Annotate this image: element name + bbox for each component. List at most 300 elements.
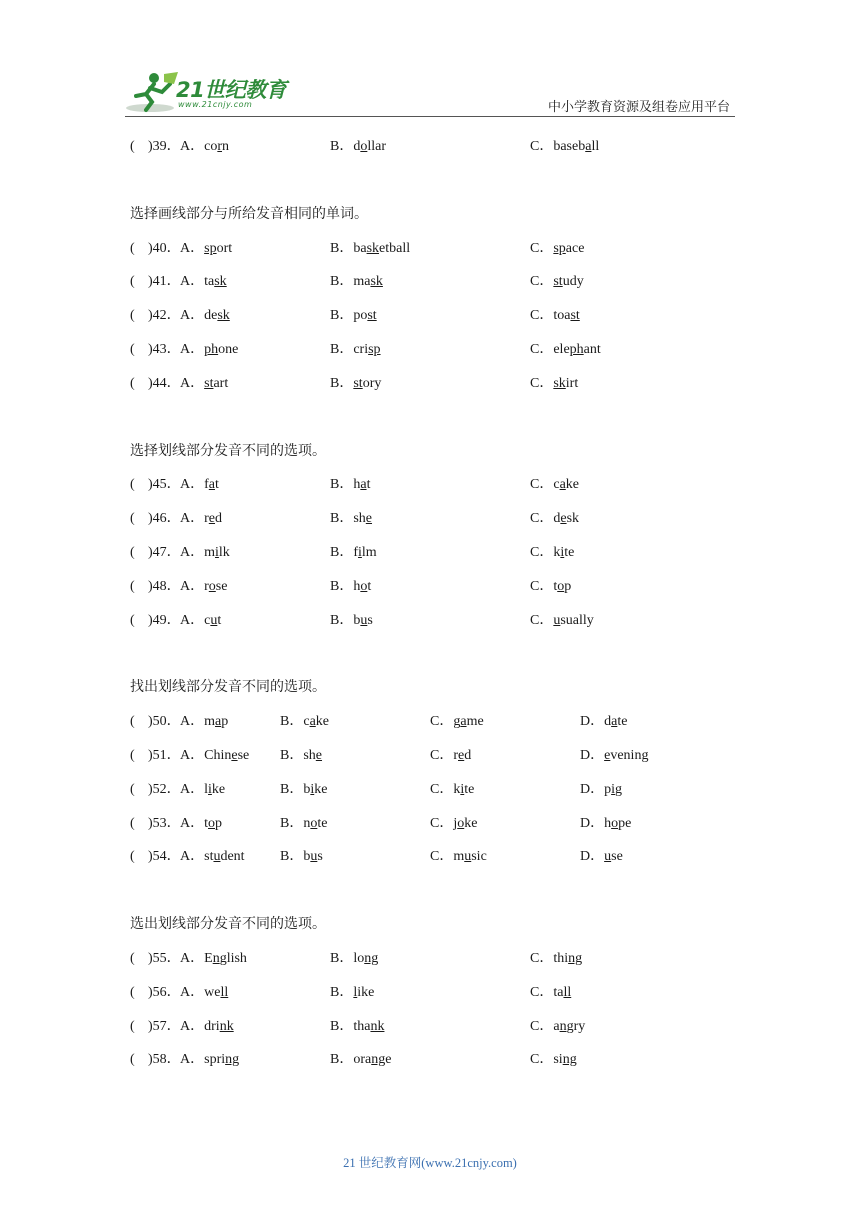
option	[330, 265, 383, 299]
option	[330, 536, 377, 570]
underlined-letters: sk	[553, 375, 566, 391]
section-spacer	[130, 874, 740, 908]
option-word	[553, 579, 571, 594]
option-word	[604, 714, 627, 729]
option-word	[553, 376, 578, 391]
runner-logo-icon	[124, 70, 180, 114]
option-word	[353, 376, 381, 391]
option	[530, 942, 582, 976]
question-row	[130, 807, 740, 841]
option	[280, 773, 327, 807]
option	[530, 130, 599, 164]
option-letter: A．	[180, 612, 205, 628]
option-letter: B．	[330, 375, 354, 391]
option-word	[204, 274, 227, 289]
word-part: p	[604, 781, 612, 797]
word-part: st	[204, 849, 214, 865]
answer-blank[interactable]: (	[130, 341, 135, 357]
option	[430, 739, 471, 773]
word-part: t	[366, 477, 371, 493]
option-word	[353, 274, 383, 289]
word-part: ke	[314, 781, 328, 797]
option	[280, 705, 329, 739]
answer-blank[interactable]: (	[130, 1052, 135, 1068]
question-number: )51．	[148, 747, 181, 763]
underlined-letters: sp	[368, 341, 381, 357]
question-row	[130, 333, 740, 367]
option-word	[204, 816, 222, 831]
question-row	[130, 604, 740, 638]
word-part: n	[303, 815, 311, 831]
option	[330, 570, 371, 604]
underlined-letters: ph	[204, 341, 219, 357]
underlined-letters: o	[208, 815, 216, 831]
option-word	[553, 477, 579, 492]
option	[330, 942, 378, 976]
word-part: ke	[565, 477, 579, 493]
underlined-letters: i	[611, 781, 616, 797]
underlined-letters: st	[353, 375, 363, 391]
option	[580, 840, 623, 874]
option	[330, 232, 410, 266]
answer-blank[interactable]: (	[130, 308, 135, 324]
option-letter: B．	[280, 781, 304, 797]
option-letter: C．	[530, 341, 554, 357]
option-word	[353, 308, 376, 323]
word-part: n	[222, 139, 230, 154]
word-part: dri	[204, 1018, 220, 1034]
word-part: cri	[353, 341, 369, 357]
option	[430, 840, 487, 874]
option	[530, 299, 580, 333]
question-number: )44．	[148, 375, 181, 391]
option	[530, 502, 579, 536]
option	[530, 536, 574, 570]
answer-blank[interactable]: (	[130, 849, 135, 865]
option	[330, 468, 370, 502]
underlined-letters: i	[560, 544, 565, 560]
underlined-letters: sk	[217, 308, 230, 324]
word-part: j	[453, 815, 458, 831]
option	[530, 265, 584, 299]
option-word	[204, 782, 225, 797]
word-part: ke	[211, 781, 226, 797]
option	[180, 739, 249, 773]
question-number: )39．	[148, 139, 181, 154]
answer-blank[interactable]: (	[130, 815, 135, 831]
option-word	[553, 274, 583, 289]
word-part: te	[564, 544, 575, 560]
option-word	[604, 849, 623, 864]
option-letter: A．	[180, 511, 205, 527]
option-letter: B．	[330, 341, 354, 357]
option-word	[353, 579, 371, 594]
option-letter: C．	[530, 511, 554, 527]
option-word	[353, 545, 376, 560]
word-part: te	[617, 714, 628, 730]
question-number: )56．	[148, 984, 181, 1000]
question-number: )48．	[148, 578, 181, 594]
option-word	[604, 782, 622, 797]
word-part: f	[353, 544, 359, 560]
underlined-letters: n	[559, 1018, 567, 1034]
option	[580, 807, 631, 841]
option-letter: B．	[330, 950, 354, 966]
word-part: ace	[565, 240, 585, 256]
option-letter: B．	[280, 815, 304, 831]
option-letter: C．	[530, 612, 554, 628]
word-part: pe	[618, 815, 632, 831]
word-part: d	[215, 511, 223, 527]
question-row	[130, 299, 740, 333]
word-part: r	[453, 747, 459, 763]
option-letter: B．	[330, 1052, 354, 1068]
option-letter: A．	[180, 950, 205, 966]
underlined-letters: st	[204, 375, 214, 391]
underlined-letters: u	[553, 612, 561, 628]
option-word	[204, 714, 228, 729]
option-word	[553, 139, 599, 154]
option-letter: A．	[180, 815, 205, 831]
word-part: ant	[583, 341, 601, 357]
word-part: vening	[610, 747, 649, 763]
word-part: lo	[353, 950, 365, 966]
option	[430, 807, 477, 841]
option	[180, 942, 247, 976]
option-word	[353, 951, 378, 966]
option-letter: C．	[530, 544, 554, 560]
underlined-letters: nk	[370, 1018, 385, 1034]
option-letter: C．	[530, 1018, 554, 1034]
underlined-letters: l	[353, 984, 358, 1000]
word-part: s	[367, 612, 373, 628]
word-part: ike	[357, 984, 375, 1000]
underlined-letters: i	[358, 544, 362, 560]
option	[180, 807, 222, 841]
question-row	[130, 367, 740, 401]
underlined-letters: u	[310, 849, 318, 865]
logo-url: www.21cnjy.com	[178, 100, 253, 109]
option	[580, 705, 627, 739]
underlined-letters: a	[585, 139, 592, 154]
option	[530, 232, 584, 266]
question-number: )50．	[148, 714, 181, 730]
underlined-letters: r	[217, 139, 223, 154]
answer-blank[interactable]: (	[130, 544, 135, 560]
option-word	[204, 139, 229, 154]
answer-blank[interactable]: (	[130, 781, 135, 797]
question-row	[130, 840, 740, 874]
option-word	[553, 342, 600, 357]
word-part: Chin	[204, 747, 232, 763]
answer-blank[interactable]: (	[130, 274, 135, 290]
answer-blank[interactable]: (	[130, 578, 135, 594]
word-part: lm	[361, 544, 377, 560]
word-part: glish	[219, 950, 247, 966]
option-word	[303, 816, 327, 831]
question-number: )43．	[148, 341, 181, 357]
option	[280, 739, 322, 773]
underlined-letters: a	[309, 714, 316, 730]
option-letter: C．	[530, 139, 554, 154]
option-word	[204, 951, 247, 966]
word-part: sic	[471, 849, 487, 865]
answer-blank[interactable]: (	[130, 139, 135, 154]
answer-blank[interactable]: (	[130, 375, 135, 391]
word-part: t	[367, 578, 372, 594]
question-row	[130, 232, 740, 266]
option-letter: A．	[180, 240, 205, 256]
word-part: ma	[353, 274, 371, 290]
underlined-letters: o	[611, 815, 619, 831]
option	[180, 232, 232, 266]
section-instruction: 找出划线部分发音不同的选项。	[130, 680, 326, 696]
question-number: )45．	[148, 477, 181, 493]
option	[180, 299, 230, 333]
option	[180, 570, 227, 604]
question-number: )57．	[148, 1018, 181, 1034]
word-part: baseb	[553, 139, 586, 154]
option-word	[204, 748, 249, 763]
option	[330, 502, 372, 536]
option-letter: B．	[330, 308, 354, 324]
question-row	[130, 976, 740, 1010]
question-number: )58．	[148, 1052, 181, 1068]
option	[180, 333, 238, 367]
option-word	[204, 1052, 239, 1067]
option	[330, 976, 374, 1010]
option	[330, 299, 377, 333]
section-instruction: 选择画线部分与所给发音相同的单词。	[130, 206, 368, 222]
option	[180, 265, 227, 299]
option-word	[303, 849, 322, 864]
answer-blank[interactable]: (	[130, 477, 135, 493]
option-letter: C．	[430, 781, 454, 797]
option-letter: A．	[180, 578, 205, 594]
option-letter: B．	[330, 612, 354, 628]
underlined-letters: u	[213, 849, 221, 865]
question-number: )55．	[148, 950, 181, 966]
word-part: t	[553, 578, 558, 594]
word-part: m	[453, 849, 465, 865]
option	[530, 1010, 585, 1044]
underlined-letters: e	[458, 747, 465, 763]
option-letter: C．	[530, 375, 554, 391]
word-part: b	[303, 849, 311, 865]
underlined-letters: sk	[370, 274, 383, 290]
underlined-letters: u	[464, 849, 472, 865]
word-part: d	[553, 511, 561, 527]
question-number: )49．	[148, 612, 181, 628]
underlined-letters: i	[215, 544, 219, 560]
option-word	[553, 241, 584, 256]
word-part: f	[204, 477, 209, 493]
word-part: d	[353, 139, 361, 154]
option-word	[303, 748, 322, 763]
option	[530, 1043, 577, 1077]
header-platform-title: 中小学教育资源及组卷应用平台	[547, 99, 730, 114]
option-word	[353, 511, 372, 526]
option-letter: B．	[330, 1018, 354, 1034]
option-letter: A．	[180, 477, 205, 493]
question-row	[130, 130, 740, 164]
question-number: )52．	[148, 781, 181, 797]
word-part: g	[615, 781, 623, 797]
option	[180, 502, 222, 536]
word-part: one	[218, 341, 239, 357]
option-word	[204, 545, 230, 560]
question-row	[130, 773, 740, 807]
word-part: dent	[220, 849, 245, 865]
question-row	[130, 570, 740, 604]
header-divider	[125, 116, 735, 117]
section-spacer	[130, 401, 740, 435]
word-part: ta	[553, 984, 564, 1000]
option-letter: A．	[180, 781, 205, 797]
option	[280, 807, 327, 841]
option-word	[303, 782, 327, 797]
option-letter: B．	[330, 477, 354, 493]
option-word	[353, 985, 374, 1000]
option-letter: A．	[180, 274, 205, 290]
option-letter: C．	[530, 950, 554, 966]
word-part: ora	[353, 1052, 372, 1068]
option-letter: B．	[330, 544, 354, 560]
word-part: h	[353, 578, 361, 594]
word-part: ll	[591, 139, 600, 154]
option-word	[353, 477, 370, 492]
question-row	[130, 468, 740, 502]
word-part: d	[604, 714, 612, 730]
word-part: r	[204, 578, 209, 594]
section-spacer	[130, 637, 740, 671]
question-number: )47．	[148, 544, 181, 560]
word-part: si	[553, 1052, 563, 1068]
option	[430, 705, 484, 739]
option-letter: C．	[530, 477, 554, 493]
word-part: llar	[367, 139, 386, 154]
question-row	[130, 942, 740, 976]
option	[330, 367, 381, 401]
option-letter: B．	[280, 747, 304, 763]
question-number: )53．	[148, 815, 181, 831]
option-letter: A．	[180, 714, 205, 730]
option-letter: A．	[180, 1052, 205, 1068]
option-word	[303, 714, 329, 729]
option-letter: B．	[330, 578, 354, 594]
answer-blank[interactable]: (	[130, 240, 135, 256]
option-word	[204, 241, 232, 256]
section-spacer	[130, 164, 740, 198]
word-part: udy	[562, 274, 584, 290]
option	[580, 739, 648, 773]
option-word	[553, 545, 574, 560]
option	[330, 130, 386, 164]
question-row	[130, 1010, 740, 1044]
word-part: p	[564, 578, 572, 594]
word-part: thi	[553, 950, 569, 966]
option-letter: A．	[180, 341, 205, 357]
word-part: p	[221, 714, 229, 730]
section-instruction: 选出划线部分发音不同的选项。	[130, 917, 326, 933]
option-word	[353, 1052, 391, 1067]
option-word	[553, 613, 593, 628]
word-part: de	[204, 308, 218, 324]
option-word	[553, 985, 571, 1000]
option-letter: C．	[430, 747, 454, 763]
option	[180, 468, 219, 502]
word-part: art	[213, 375, 229, 391]
option	[180, 604, 221, 638]
underlined-letters: a	[460, 714, 467, 730]
question-number: )40．	[148, 240, 181, 256]
option-letter: A．	[180, 139, 205, 154]
word-part: po	[353, 308, 368, 324]
answer-blank[interactable]: (	[130, 612, 135, 628]
option-word	[353, 613, 372, 628]
option-letter: B．	[280, 849, 304, 865]
option-letter: B．	[330, 984, 354, 1000]
option-word	[553, 951, 582, 966]
underlined-letters: ll	[563, 984, 572, 1000]
underlined-letters: a	[360, 477, 367, 493]
underlined-letters: nk	[219, 1018, 234, 1034]
option	[330, 1043, 391, 1077]
option-word	[204, 342, 238, 357]
option-letter: A．	[180, 375, 205, 391]
word-part: ory	[362, 375, 382, 391]
option	[330, 333, 381, 367]
word-part: c	[553, 477, 560, 493]
underlined-letters: ng	[371, 1052, 386, 1068]
option-word	[204, 849, 244, 864]
underlined-letters: ph	[569, 341, 584, 357]
word-part: b	[303, 781, 311, 797]
underlined-letters: i	[460, 781, 465, 797]
option-letter: C．	[430, 714, 454, 730]
option	[430, 773, 474, 807]
underlined-letters: o	[557, 578, 565, 594]
option-word	[604, 748, 648, 763]
option-word	[204, 1019, 234, 1034]
option-word	[453, 816, 477, 831]
answer-blank[interactable]: (	[130, 984, 135, 1000]
option-word	[553, 308, 579, 323]
word-part: spri	[204, 1052, 226, 1068]
option	[180, 1010, 234, 1044]
word-part: ke	[315, 714, 329, 730]
question-row	[130, 1043, 740, 1077]
option	[180, 367, 228, 401]
option-letter: C．	[430, 849, 454, 865]
option	[280, 840, 323, 874]
underlined-letters: e	[604, 747, 611, 763]
option-word	[453, 714, 483, 729]
answer-blank[interactable]: (	[130, 747, 135, 763]
answer-blank[interactable]: (	[130, 714, 135, 730]
option-word	[204, 579, 227, 594]
answer-blank[interactable]: (	[130, 950, 135, 966]
answer-blank[interactable]: (	[130, 1018, 135, 1034]
option	[530, 976, 571, 1010]
option	[530, 468, 579, 502]
question-row	[130, 705, 740, 739]
option-letter: A．	[180, 984, 205, 1000]
option-letter: D．	[580, 747, 605, 763]
answer-blank[interactable]: (	[130, 511, 135, 527]
underlined-letters: e	[365, 511, 373, 527]
page-footer: 21 世纪教育网(www.21cnjy.com)	[343, 1156, 517, 1170]
